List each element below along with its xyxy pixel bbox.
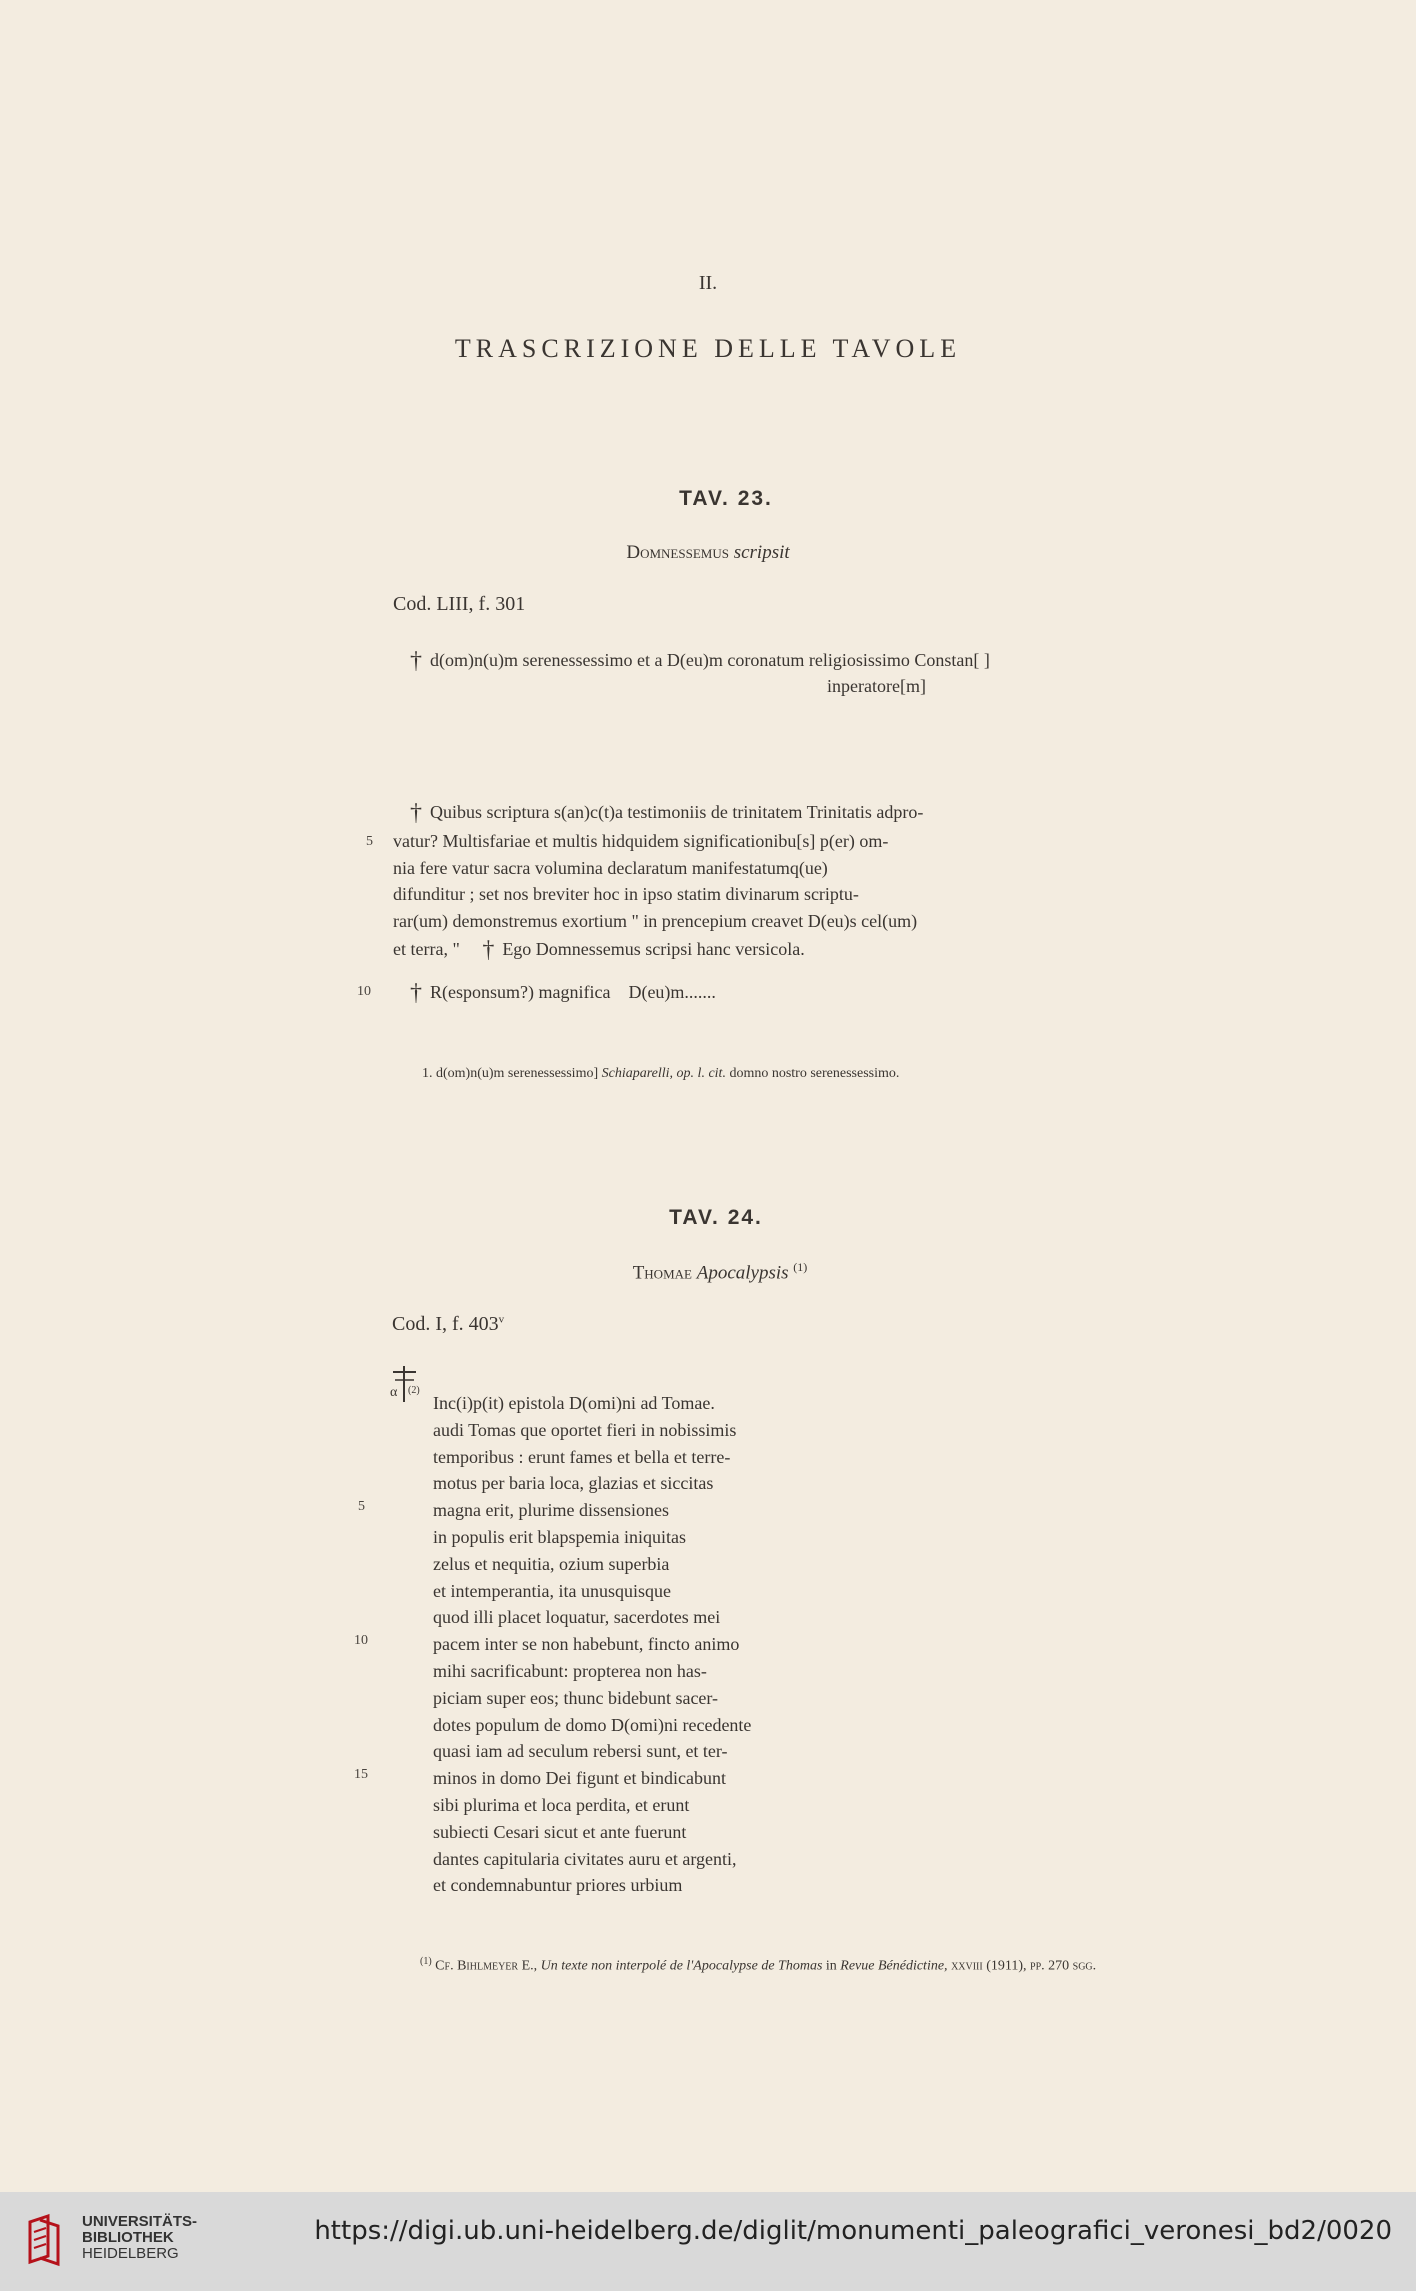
tav23-responsum [410, 980, 716, 1007]
tav24-codex-verso: v [498, 1313, 505, 1326]
cross-icon: † [410, 800, 422, 826]
library-name-line3: HEIDELBERG [82, 2245, 179, 2262]
tav24-line: motus per baria loca, glazias et siccitas [433, 1473, 714, 1494]
tav23-footnote [422, 1066, 899, 1082]
tav24-line: et intemperantia, ita unusquisque [433, 1580, 671, 1601]
tav24-footnote-ref: (1) [420, 1956, 432, 1967]
tav24-line: quasi iam ad seculum rebersi sunt, et ter- [433, 1741, 728, 1762]
tav24-line: in populis erit blapspemia iniquitas [433, 1526, 686, 1547]
tav24-footnote-line1 [420, 1952, 1096, 1977]
tav24-line: zelus et nequitia, ozium superbia [433, 1553, 670, 1574]
line-number-15: 15 [354, 1767, 368, 1782]
tav23-heading: TAV. 23. [679, 487, 773, 510]
tav23-attribution [0, 542, 1416, 564]
line-number-10: 10 [354, 1633, 368, 1648]
line-number-5: 5 [358, 1499, 365, 1514]
tav23-para-line6 [393, 937, 805, 964]
library-name [82, 2214, 197, 2262]
tav23-line1 [410, 648, 990, 675]
tav23-footnote-reading: domno nostro serenessessimo. [729, 1066, 900, 1081]
tav24-line: pacem inter se non habebunt, fincto animo [433, 1634, 740, 1655]
tav24-heading: TAV. 24. [669, 1206, 763, 1229]
tav24-line: piciam super eos; thunc bidebunt sacer- [433, 1687, 719, 1708]
tav24-line: dantes capitularia civitates auru et argenti, [433, 1848, 737, 1869]
tav23-para-line5: rar(um) demonstremus exortium " in prencepium creavet D(eu)s cel(um) [393, 911, 918, 931]
tav23-footnote-number: 1. [422, 1066, 433, 1081]
tav24-note-ref: (1) [793, 1260, 808, 1274]
line-number-10: 10 [357, 984, 371, 999]
tav24-footnote-title: Un texte non interpolé de l'Apocalypse de Thomas [540, 1958, 823, 1974]
tav24-line: Inc(i)p(it) epistola D(omi)ni ad Tomae. [433, 1393, 715, 1413]
tav24-line: magna erit, plurime dissensiones [433, 1500, 669, 1521]
tav23-responsum-text: R(esponsum?) magnifica D(eu)m....... [430, 982, 716, 1002]
tav23-codex: Cod. LIII, f. 301 [393, 593, 526, 615]
tav24-line: quod illi placet loquatur, sacerdotes mei [433, 1607, 721, 1628]
cross-icon: † [482, 937, 495, 963]
tav24-footnote [420, 1952, 1096, 1977]
section-title: TRASCRIZIONE DELLE TAVOLE [454, 334, 962, 363]
library-logo-icon [18, 2212, 70, 2268]
margin-mark: α [390, 1385, 398, 1400]
tav24-footnote-in: in [825, 1958, 837, 1974]
tav23-para-line2: vatur? Multisfariae et multis hidquidem significationibu[s] p(er) om- [393, 831, 889, 851]
tav23-line1-text: d(om)n(u)m serenessessimo et a D(eu)m coronatum religiosissimo Constan[ ] [430, 650, 990, 670]
tav24-line: dotes populum de domo D(omi)ni recedente [433, 1714, 752, 1735]
tav24-line: mihi sacrificabunt: propterea non has- [433, 1660, 707, 1681]
tav23-para-line1 [410, 800, 923, 827]
tav24-line: et condemnabuntur priores urbium [433, 1875, 683, 1896]
tav23-footnote-lemma: d(om)n(u)m serenessessimo] [436, 1066, 599, 1081]
tav24-line: minos in domo Dei figunt et bindicabunt [433, 1768, 726, 1789]
tav24-line: audi Tomas que oportet fieri in nobissimis [433, 1419, 737, 1440]
permalink-url[interactable]: https://digi.ub.uni-heidelberg.de/diglit/monumenti_paleografici_veronesi_bd2/0020 [314, 2216, 1392, 2246]
tav23-line1b: inperatore[m] [827, 676, 926, 696]
tav23-para-line6a: et terra, " [393, 939, 460, 959]
tav23-para-line1-text: Quibus scriptura s(an)c(t)a testimoniis de trinitatem Trinitatis adpro- [430, 802, 924, 822]
tav24-footnote-author: Cf. Bihlmeyer E., [435, 1958, 538, 1974]
line-number-5: 5 [366, 834, 373, 849]
tav24-title: Apocalypsis [696, 1262, 789, 1284]
tav23-author: Domnessemus [626, 542, 729, 563]
footer-banner [0, 2192, 1416, 2291]
tav24-text [433, 1390, 751, 1899]
tav23-para-line6b: Ego Domnessemus scripsi hanc versicola. [502, 939, 805, 959]
section-number: II. [698, 272, 718, 294]
margin-note-ref: (2) [408, 1385, 420, 1396]
tav24-footnote-rest: xxviii (1911), pp. 270 sgg. [951, 1958, 1097, 1974]
tav24-line: sibi plurima et loca perdita, et erunt [433, 1794, 690, 1815]
tav24-author: Thomae [632, 1262, 692, 1284]
library-name-line1: UNIVERSITÄTS- [82, 2213, 198, 2230]
tav23-footnote-source: Schiaparelli, op. l. cit. [601, 1066, 726, 1081]
library-name-line2: BIBLIOTHEK [82, 2229, 174, 2246]
tav24-line: subiecti Cesari sicut et ante fuerunt [433, 1821, 687, 1842]
tav24-line: temporibus : erunt fames et bella et terre- [433, 1446, 731, 1467]
tav24-attribution [12, 1260, 1416, 1284]
tav23-para-line4: difunditur ; set nos breviter hoc in ipso statim divinarum scriptu- [393, 884, 859, 904]
tav23-para-line3: nia fere vatur sacra volumina declaratum manifestatumq(ue) [393, 858, 828, 878]
tav24-footnote-journal: Revue Bénédictine, [840, 1958, 948, 1974]
tav24-codex-text: Cod. I, f. 403 [392, 1313, 499, 1335]
tav23-verb: scripsit [733, 542, 790, 563]
tav24-codex [392, 1313, 504, 1336]
cross-icon: † [410, 648, 422, 674]
cross-icon: † [410, 980, 422, 1006]
